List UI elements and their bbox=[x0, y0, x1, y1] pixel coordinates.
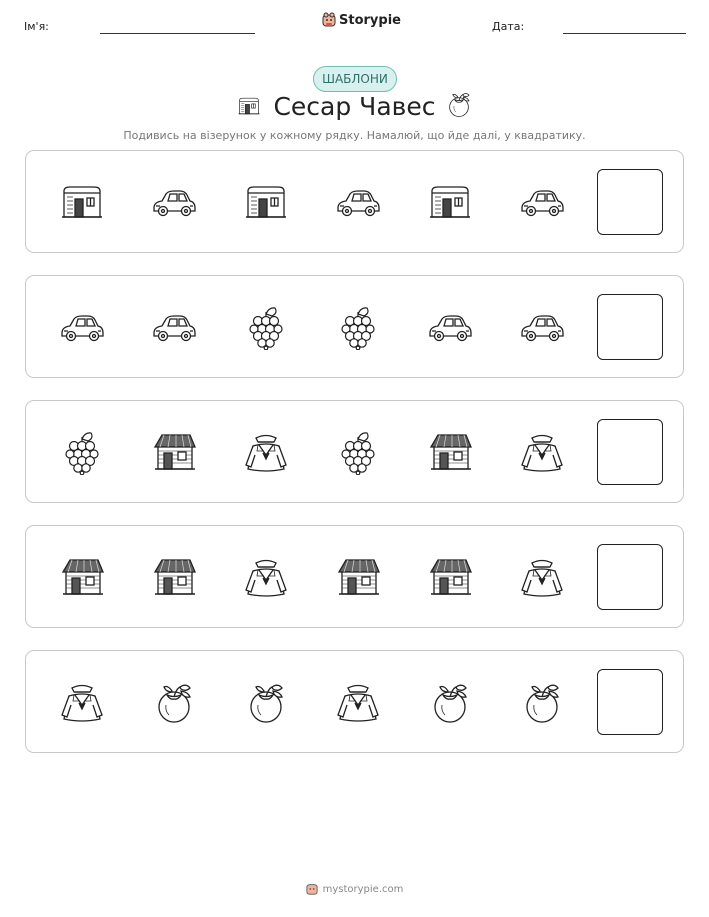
instructions: Подивись на візерунок у кожному рядку. Намалюй, що йде далі, у квадратику. bbox=[123, 129, 586, 142]
grapes-icon bbox=[58, 429, 106, 475]
answer-box[interactable] bbox=[597, 669, 663, 735]
house-icon bbox=[58, 554, 106, 600]
name-line[interactable] bbox=[100, 33, 255, 34]
tomato-icon bbox=[518, 679, 566, 725]
sailor-icon bbox=[58, 679, 106, 725]
category-badge: ШАБЛОНИ bbox=[313, 66, 397, 92]
date-label: Дата: bbox=[492, 20, 525, 33]
car-icon bbox=[58, 304, 106, 350]
answer-box[interactable] bbox=[597, 419, 663, 485]
house-icon bbox=[150, 429, 198, 475]
pattern-row bbox=[25, 275, 684, 378]
building-icon bbox=[242, 179, 290, 225]
car-icon bbox=[518, 179, 566, 225]
footer bbox=[0, 882, 709, 896]
car-icon bbox=[150, 179, 198, 225]
storypie-logo bbox=[322, 12, 401, 28]
tomato-icon bbox=[426, 679, 474, 725]
logo-text: Storypie bbox=[339, 12, 401, 28]
house-icon bbox=[150, 554, 198, 600]
house-icon bbox=[426, 554, 474, 600]
storypie-footer-icon bbox=[306, 882, 318, 896]
building-icon bbox=[58, 179, 106, 225]
tomato-icon bbox=[150, 679, 198, 725]
storypie-logo-icon bbox=[322, 12, 336, 28]
sailor-icon bbox=[334, 679, 382, 725]
building-icon bbox=[426, 179, 474, 225]
pattern-row bbox=[25, 150, 684, 253]
sailor-icon bbox=[242, 554, 290, 600]
sailor-icon bbox=[242, 429, 290, 475]
car-icon bbox=[426, 304, 474, 350]
pattern-row bbox=[25, 650, 684, 753]
answer-box[interactable] bbox=[597, 169, 663, 235]
footer-url: mystorypie.com bbox=[322, 883, 404, 895]
grapes-icon bbox=[334, 304, 382, 350]
answer-box[interactable] bbox=[597, 294, 663, 360]
car-icon bbox=[518, 304, 566, 350]
pattern-row bbox=[25, 400, 684, 503]
tomato-icon bbox=[444, 88, 474, 120]
pattern-row bbox=[25, 525, 684, 628]
answer-box[interactable] bbox=[597, 544, 663, 610]
house-icon bbox=[334, 554, 382, 600]
grapes-icon bbox=[334, 429, 382, 475]
sailor-icon bbox=[518, 429, 566, 475]
tomato-icon bbox=[242, 679, 290, 725]
name-label: Ім'я: bbox=[24, 20, 49, 33]
car-icon bbox=[150, 304, 198, 350]
car-icon bbox=[334, 179, 382, 225]
sailor-icon bbox=[518, 554, 566, 600]
house-icon bbox=[426, 429, 474, 475]
grapes-icon bbox=[242, 304, 290, 350]
page-title: Сесар Чавес bbox=[273, 92, 436, 121]
date-line[interactable] bbox=[563, 33, 686, 34]
